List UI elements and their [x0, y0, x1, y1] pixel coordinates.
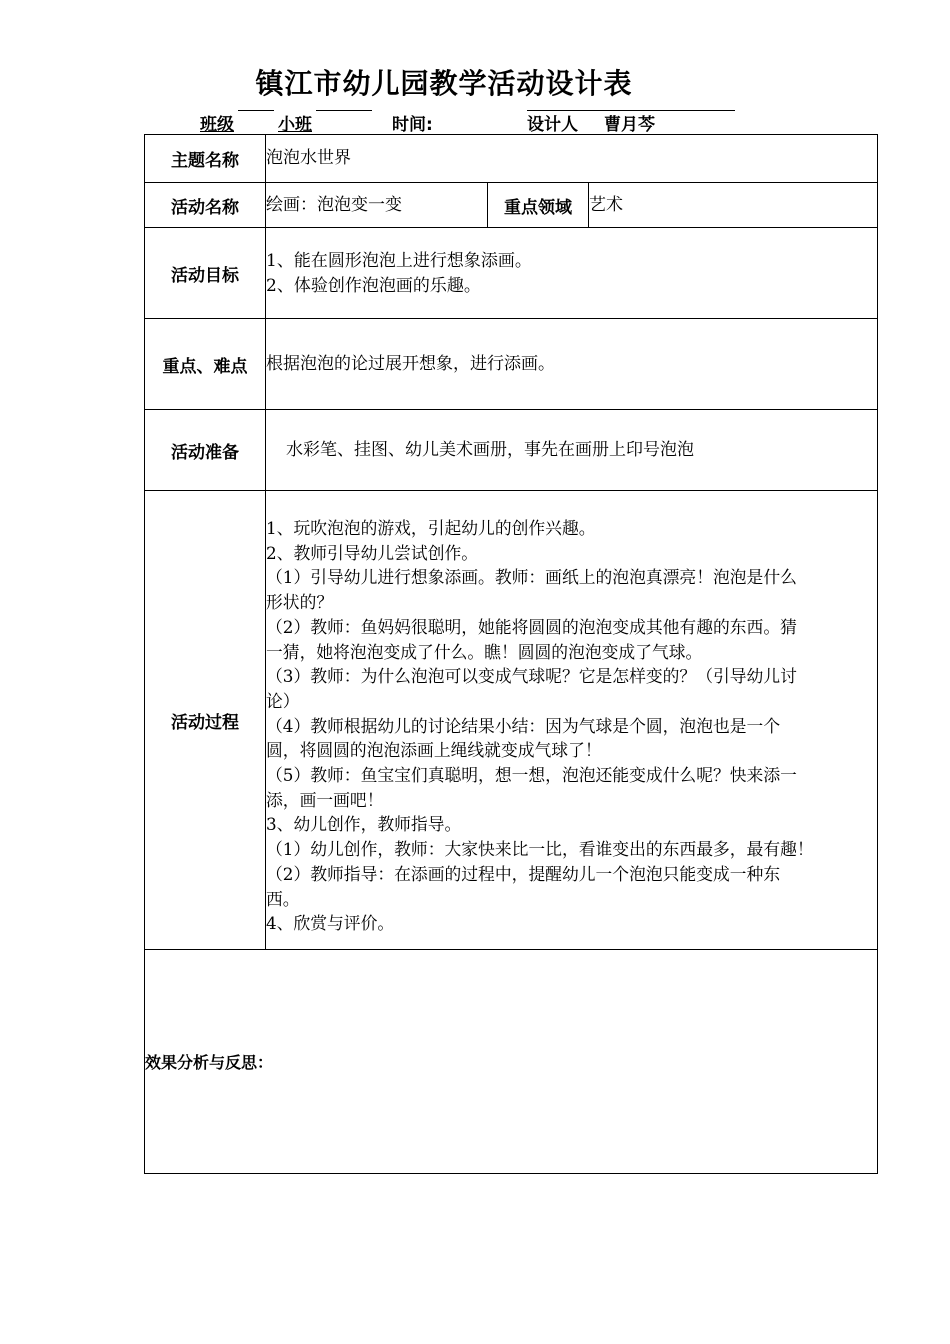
key-points-label: 重点、难点 — [145, 319, 266, 410]
key-points-value: 根据泡泡的论过展开想象，进行添画。 — [266, 319, 878, 410]
process-line: 论） — [266, 690, 300, 711]
designer-underline — [527, 110, 735, 111]
key-points-row — [145, 319, 878, 410]
goal-item: 1、能在圆形泡泡上进行想象添画。 — [266, 251, 532, 271]
process-line: （4）教师根据幼儿的讨论结果小结：因为气球是个圆，泡泡也是一个 — [266, 715, 781, 736]
process-line: （2）教师指导：在添画的过程中，提醒幼儿一个泡泡只能变成一种东 — [266, 863, 781, 884]
process-line: 1、玩吹泡泡的游戏，引起幼儿的创作兴趣。 — [266, 518, 596, 538]
preparation-label: 活动准备 — [145, 410, 266, 491]
activity-row — [145, 183, 878, 228]
process-line: 西。 — [266, 888, 300, 909]
designer-label: 设计人 — [527, 115, 578, 135]
page-title: 镇江市幼儿园教学活动设计表 — [255, 67, 633, 100]
process-line: （2）教师：鱼妈妈很聪明，她能将圆圆的泡泡变成其他有趣的东西。猜 — [266, 616, 797, 637]
reflection-area — [145, 950, 878, 1174]
preparation-row — [145, 410, 878, 491]
goals-value — [266, 228, 878, 319]
goal-item: 2、体验创作泡泡画的乐趣。 — [266, 276, 481, 296]
activity-design-table — [144, 134, 878, 1174]
process-line: 一猜，她将泡泡变成了什么。瞧！圆圆的泡泡变成了气球。 — [266, 641, 703, 662]
process-line: 形状的？ — [266, 592, 334, 613]
process-row — [145, 491, 878, 950]
goals-row — [145, 228, 878, 319]
focus-area-value: 艺术 — [589, 183, 878, 228]
process-line: （1）引导幼儿进行想象添画。教师：画纸上的泡泡真漂亮！泡泡是什么 — [266, 567, 797, 588]
process-line: （3）教师：为什么泡泡可以变成气球呢？它是怎样变的？（引导幼儿讨 — [266, 666, 797, 687]
process-line: 添，画一画吧！ — [266, 789, 384, 810]
process-value — [266, 491, 878, 950]
class-value-underline — [316, 110, 372, 111]
process-line: 3、幼儿创作，教师指导。 — [266, 814, 462, 835]
designer-value: 曹月芩 — [604, 115, 655, 135]
process-label: 活动过程 — [145, 491, 266, 950]
reflection-label: 效果分析与反思： — [145, 1053, 274, 1072]
activity-value: 绘画：泡泡变一变 — [266, 183, 488, 228]
process-line: 2、教师引导幼儿尝试创作。 — [266, 542, 479, 563]
theme-row — [145, 135, 878, 183]
theme-value: 泡泡水世界 — [266, 135, 878, 183]
class-blank-line — [238, 110, 274, 111]
process-line: （1）幼儿创作，教师：大家快来比一比，看谁变出的东西最多，最有趣！ — [266, 839, 814, 860]
preparation-value: 水彩笔、挂图、幼儿美术画册，事先在画册上印号泡泡 — [266, 410, 878, 491]
process-line: （5）教师：鱼宝宝们真聪明，想一想，泡泡还能变成什么呢？快来添一 — [266, 765, 797, 786]
focus-area-label: 重点领域 — [488, 183, 589, 228]
process-line: 4、欣赏与评价。 — [266, 913, 395, 934]
reflection-row — [145, 950, 878, 1174]
goals-label: 活动目标 — [145, 228, 266, 319]
activity-label: 活动名称 — [145, 183, 266, 228]
class-value: 小班 — [278, 115, 312, 135]
process-line: 圆，将圆圆的泡泡添画上绳线就变成气球了！ — [266, 740, 602, 761]
time-label: 时间: — [392, 115, 433, 135]
class-label: 班级 — [200, 115, 234, 135]
theme-label: 主题名称 — [145, 135, 266, 183]
